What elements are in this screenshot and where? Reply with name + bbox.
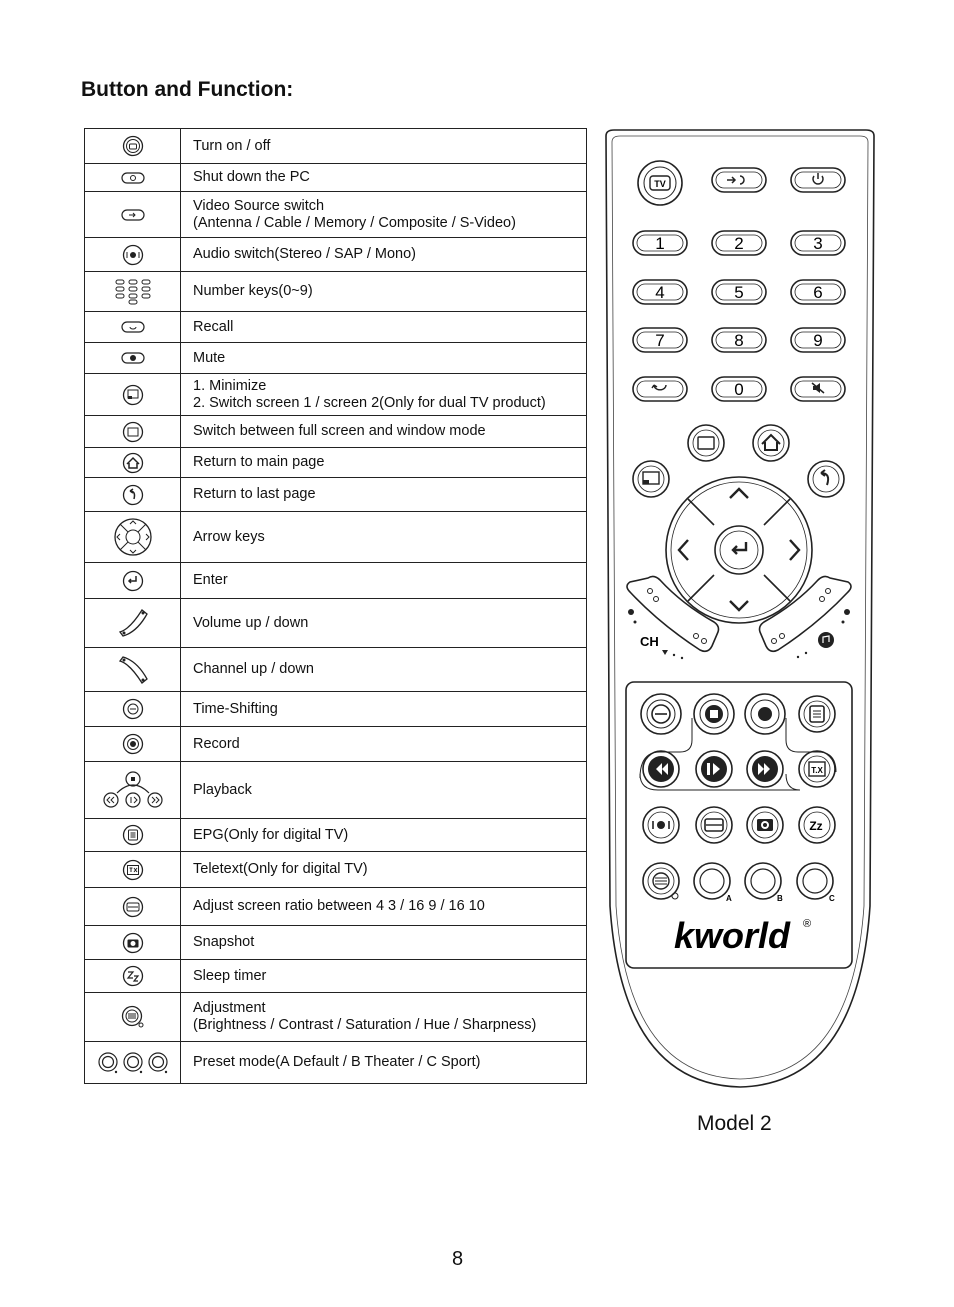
- table-row: [85, 563, 587, 599]
- table-row: [85, 416, 587, 448]
- source-switch-icon: [121, 209, 145, 221]
- row-description: Time-Shifting: [193, 700, 278, 717]
- table-row: [85, 272, 587, 312]
- minimize-icon: [122, 384, 144, 406]
- digit-label: 7: [655, 331, 665, 350]
- digit-label: 3: [813, 234, 823, 253]
- table-row: [85, 164, 587, 192]
- table-row: [85, 238, 587, 272]
- table-row: [85, 727, 587, 762]
- digit-label: 9: [813, 331, 823, 350]
- table-row: [85, 129, 587, 164]
- adjustment-icon: [121, 1005, 145, 1029]
- table-row: [85, 960, 587, 993]
- table-row: [85, 852, 587, 888]
- row-description: Arrow keys: [193, 528, 265, 545]
- row-description: Teletext(Only for digital TV): [193, 861, 368, 877]
- record-icon: [122, 733, 144, 755]
- teletext-icon: [122, 859, 144, 881]
- row-description: Snapshot: [193, 934, 255, 950]
- row-description: EPG(Only for digital TV): [193, 826, 349, 843]
- sleep-label: Zz: [809, 819, 823, 833]
- volume-icon: [116, 606, 150, 640]
- arrow-keys-icon: [113, 517, 153, 557]
- preset-letter: B: [777, 894, 783, 903]
- row-description: Record: [193, 735, 240, 752]
- table-row: [85, 478, 587, 512]
- table-row: [85, 512, 587, 563]
- digit-label: 2: [734, 234, 744, 253]
- row-description: Volume up / down: [193, 614, 309, 631]
- brand-logo: kworld: [674, 915, 791, 956]
- digit-label: 4: [655, 283, 665, 302]
- row-description: Turn on / off: [193, 137, 271, 154]
- timeshift-button: [641, 694, 681, 734]
- row-description: Preset mode(A Default / B Theater / C Sport): [193, 1054, 481, 1070]
- row-description: Return to main page: [193, 454, 325, 470]
- recall-icon: [121, 321, 145, 333]
- channel-icon: [116, 653, 150, 687]
- digit-label: 1: [655, 234, 665, 253]
- table-row: [85, 888, 587, 926]
- aspect-ratio-icon: [122, 896, 144, 918]
- audio-switch-icon: [122, 244, 144, 266]
- row-description: Number keys(0~9): [193, 283, 313, 299]
- preset-letter: A: [726, 894, 732, 903]
- table-row: [85, 374, 587, 416]
- row-description: Mute: [193, 349, 226, 366]
- digit-label: 6: [813, 283, 823, 302]
- row-description: Video Source switch (Antenna / Cable / Memory / Composite / S-Video): [193, 197, 516, 231]
- playback-icon: [101, 769, 165, 811]
- tv-label: TV: [654, 179, 666, 189]
- table-row: [85, 993, 587, 1042]
- row-description: Playback: [193, 781, 252, 798]
- registered-mark: ®: [803, 918, 812, 930]
- row-description: Shut down the PC: [193, 169, 310, 185]
- fullscreen-icon: [122, 421, 144, 443]
- digit-label: 0: [734, 380, 744, 399]
- rewind-button: [643, 751, 679, 787]
- row-description: 1. Minimize 2. Switch screen 1 / screen 2(Only for dual TV product): [193, 377, 546, 411]
- preset-letter: C: [829, 894, 835, 903]
- forward-button: [747, 751, 783, 787]
- table-row: [85, 192, 587, 238]
- back-icon: [122, 484, 144, 506]
- table-row: [85, 648, 587, 692]
- digit-label: 8: [734, 331, 744, 350]
- table-row: [85, 343, 587, 374]
- table-row: [85, 692, 587, 727]
- row-description: Return to last page: [193, 486, 316, 502]
- mute-icon: [121, 352, 145, 364]
- row-description: Switch between full screen and window mode: [193, 423, 486, 439]
- row-description: Recall: [193, 318, 234, 335]
- teletext-label: T.X: [811, 766, 823, 775]
- row-description: Sleep timer: [193, 967, 267, 984]
- row-description: Audio switch(Stereo / SAP / Mono): [193, 246, 416, 262]
- epg-icon: [122, 824, 144, 846]
- preset-mode-icon: [97, 1051, 169, 1075]
- digit-label: 5: [734, 283, 744, 302]
- record-button: [745, 694, 785, 734]
- number-keys-icon: [115, 279, 151, 305]
- row-description: Enter: [193, 572, 228, 588]
- tv-power-icon: [122, 135, 144, 157]
- model-label: Model 2: [697, 1112, 772, 1135]
- table-row: [85, 1042, 587, 1084]
- table-row: [85, 312, 587, 343]
- pc-shutdown-icon: [121, 172, 145, 184]
- play-pause-button: [696, 751, 732, 787]
- table-row: [85, 599, 587, 648]
- row-description: Channel up / down: [193, 661, 314, 677]
- enter-icon: [122, 570, 144, 592]
- table-row: [85, 819, 587, 852]
- ch-label: CH: [640, 634, 659, 649]
- timeshift-icon: [122, 698, 144, 720]
- snapshot-icon: [122, 932, 144, 954]
- table-row: [85, 926, 587, 960]
- table-row: [85, 448, 587, 478]
- row-description: Adjustment (Brightness / Contrast / Saturation / Hue / Sharpness): [193, 1000, 537, 1033]
- sleep-icon: [122, 965, 144, 987]
- page-number: 8: [452, 1248, 464, 1270]
- table-row: [85, 762, 587, 819]
- row-description: Adjust screen ratio between 4 3 / 16 9 / 16 10: [193, 898, 485, 914]
- page-heading: Button and Function:: [81, 78, 294, 101]
- button-function-table: [84, 128, 587, 1084]
- stop-button: [694, 694, 734, 734]
- home-icon: [122, 452, 144, 474]
- remote-control-illustration: [600, 126, 880, 1091]
